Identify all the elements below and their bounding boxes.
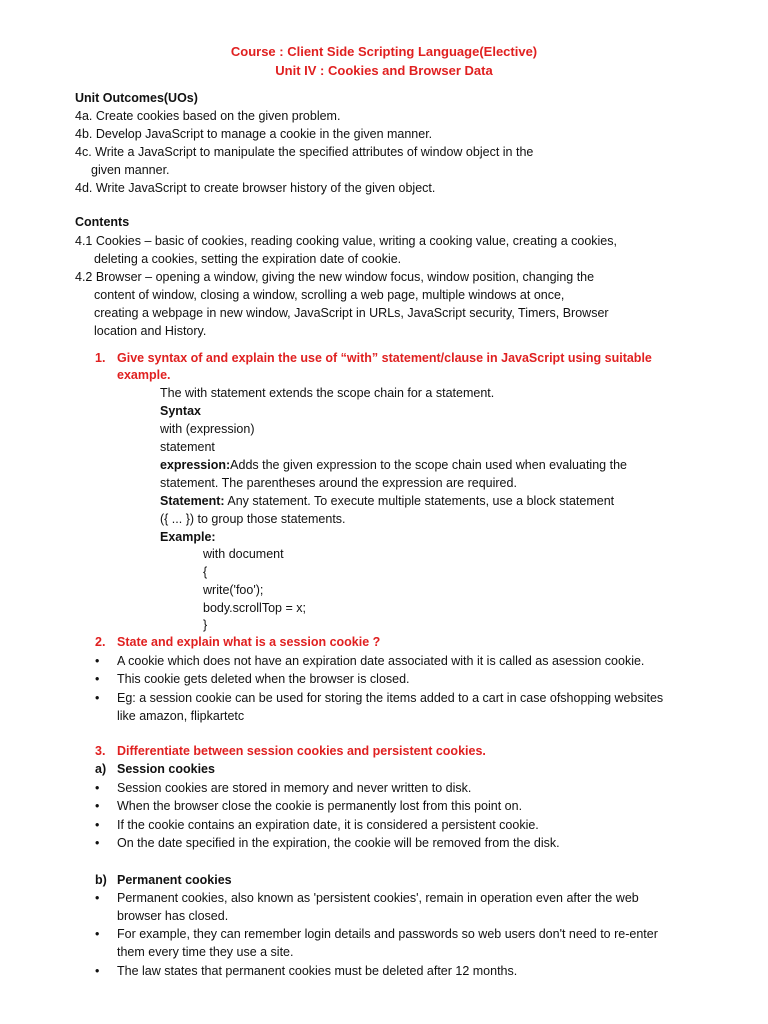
- list-item: • Permanent cookies, also known as 'persistent cookies', remain in operation even after the web: [117, 889, 639, 907]
- list-item: • The law states that permanent cookies must be deleted after 12 months.: [117, 962, 517, 980]
- code-line: {: [203, 565, 208, 579]
- q3-b-heading: [95, 871, 232, 889]
- q1-intro: The with statement extends the scope chain for a statement.: [160, 386, 495, 400]
- outcomes-heading: Unit Outcomes(UOs): [75, 91, 198, 105]
- q3-number: 3.: [95, 744, 106, 758]
- q2-title: [95, 633, 381, 651]
- contents-line: content of window, closing a window, scrolling a web page, multiple windows at once,: [94, 288, 565, 302]
- q1-statement-text: Any statement. To execute multiple statements, use a block statement: [224, 494, 615, 508]
- list-item: • A cookie which does not have an expiration date associated with it is called as asession cookie.: [117, 652, 644, 670]
- code-line: with document: [203, 547, 284, 561]
- q1-expression-text-cont: statement. The parentheses around the expression are required.: [160, 476, 517, 490]
- q3-title-text: Differentiate between session cookies and persistent cookies.: [117, 744, 486, 758]
- q3-b-title: Permanent cookies: [117, 873, 232, 887]
- q3-a-title: Session cookies: [117, 762, 215, 776]
- q1-syntax-line: with (expression): [160, 422, 255, 436]
- q1-title: [95, 349, 652, 367]
- unit-title: Unit IV : Cookies and Browser Data: [275, 63, 493, 78]
- q3-title: [95, 742, 486, 760]
- outcome-item: 4d. Write JavaScript to create browser history of the given object.: [75, 181, 436, 195]
- code-line: write('foo');: [203, 583, 264, 597]
- contents-line: location and History.: [94, 324, 207, 338]
- contents-line: 4.1 Cookies – basic of cookies, reading cooking value, writing a cooking value, creating a cookies,: [75, 234, 617, 248]
- course-title: Course : Client Side Scripting Language(Elective): [230, 44, 538, 59]
- q2-title-text: State and explain what is a session cookie ?: [117, 635, 381, 649]
- q3-a-heading: [95, 760, 215, 778]
- list-item: • On the date specified in the expiration, the cookie will be removed from the disk.: [117, 834, 560, 852]
- list-item: • If the cookie contains an expiration date, it is considered a persistent cookie.: [117, 816, 539, 834]
- list-item-cont: browser has closed.: [117, 909, 229, 923]
- q1-statement-def: [160, 492, 614, 510]
- list-item-cont: them every time they use a site.: [117, 945, 294, 959]
- contents-line: creating a webpage in new window, JavaScript in URLs, JavaScript security, Timers, Browser: [94, 306, 609, 320]
- contents-heading: Contents: [75, 215, 130, 229]
- list-item: • Eg: a session cookie can be used for storing the items added to a cart in case ofshopping websites: [117, 689, 663, 707]
- q1-title-line2: example.: [117, 368, 171, 382]
- outcome-item-cont: given manner.: [91, 163, 170, 177]
- q1-expression-text: Adds the given expression to the scope chain used when evaluating the: [230, 458, 627, 472]
- list-item: • For example, they can remember login details and passwords so web users don't need to re-enter: [117, 925, 658, 943]
- q3-b-label: b): [95, 873, 107, 887]
- list-item: • When the browser close the cookie is permanently lost from this point on.: [117, 797, 522, 815]
- q3-a-label: a): [95, 762, 107, 776]
- q1-statement-text-cont: ({ ... }) to group those statements.: [160, 512, 346, 526]
- q1-expression-def: [160, 456, 627, 474]
- list-item-cont: like amazon, flipkartetc: [117, 709, 245, 723]
- q1-syntax-line: statement: [160, 440, 215, 454]
- outcome-item: 4b. Develop JavaScript to manage a cookie in the given manner.: [75, 127, 433, 141]
- contents-line: deleting a cookies, setting the expiration date of cookie.: [94, 252, 402, 266]
- contents-line: 4.2 Browser – opening a window, giving the new window focus, window position, changing the: [75, 270, 595, 284]
- code-line: }: [203, 618, 208, 632]
- q1-title-line1: Give syntax of and explain the use of “with” statement/clause in JavaScript using suitable: [117, 351, 652, 365]
- list-item: • This cookie gets deleted when the browser is closed.: [117, 670, 410, 688]
- q1-statement-label: Statement:: [160, 494, 225, 508]
- q2-number: 2.: [95, 635, 106, 649]
- code-line: body.scrollTop = x;: [203, 601, 306, 615]
- q1-number: 1.: [95, 351, 106, 365]
- q1-syntax-label: Syntax: [160, 404, 201, 418]
- outcome-item: 4a. Create cookies based on the given problem.: [75, 109, 341, 123]
- q1-example-label: Example:: [160, 530, 216, 544]
- q1-expression-label: expression:: [160, 458, 231, 472]
- list-item: • Session cookies are stored in memory and never written to disk.: [117, 779, 471, 797]
- outcome-item: 4c. Write a JavaScript to manipulate the specified attributes of window object in the: [75, 145, 534, 159]
